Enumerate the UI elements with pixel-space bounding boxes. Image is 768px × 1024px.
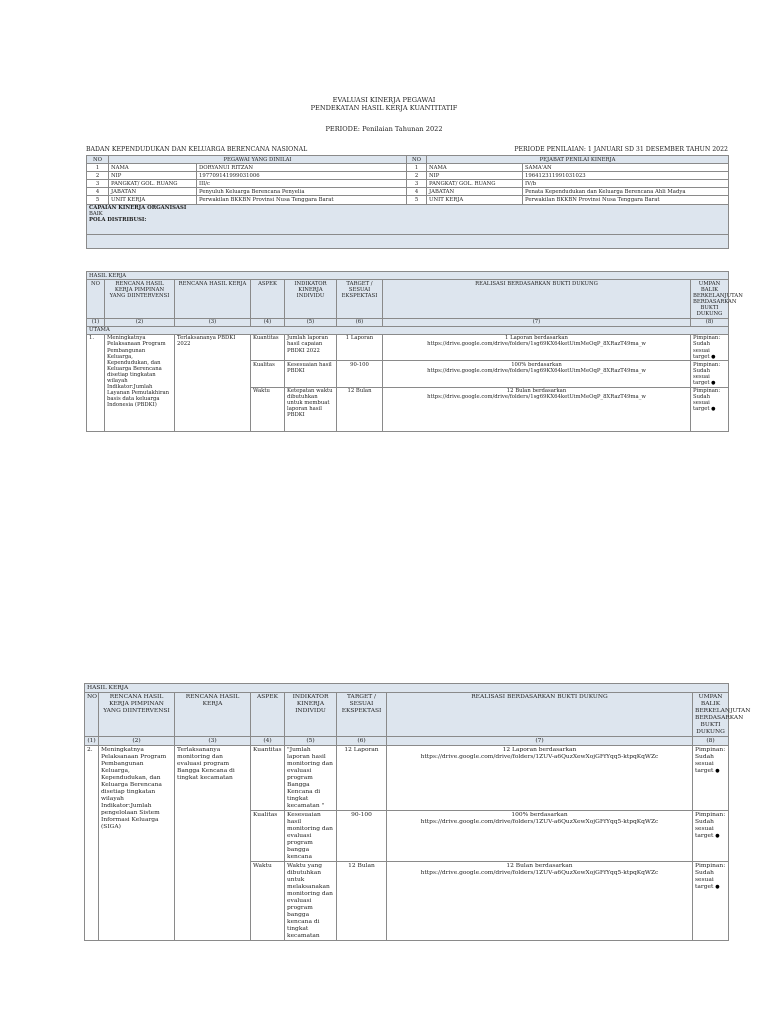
pegawai-nip: 197709141999031006: [197, 172, 407, 180]
target: 1 Laporan: [337, 334, 383, 360]
pejabat-jabatan: Penata Kependudukan dan Keluarga Berencana Ahli Madya: [523, 188, 729, 196]
bukti-link[interactable]: https://drive.google.com/drive/folders/1sg69KX64ketUimMeOqP_8XRazT49ma_w: [427, 341, 646, 348]
col-number: (4): [251, 318, 285, 326]
umpan-balik-text: Pimpinan: Sudah sesuai target: [693, 388, 721, 413]
pejabat-golongan: IV/b: [523, 180, 729, 188]
col-header: INDIKATOR KINERJA INDIVIDU: [285, 280, 337, 319]
target: 12 Bulan: [337, 862, 387, 941]
title-line2: PENDEKATAN HASIL KERJA KUANTITATIF: [310, 104, 458, 113]
col-header: REALISASI BERDASARKAN BUKTI DUKUNG: [383, 280, 691, 319]
col-number: (7): [383, 318, 691, 326]
info-label: NAMA: [109, 164, 197, 172]
capaian-value: BAIK: [89, 211, 103, 218]
pegawai-header: PEGAWAI YANG DINILAI: [109, 156, 407, 164]
pegawai-golongan: III/c: [197, 180, 407, 188]
col-header: REALISASI BERDASARKAN BUKTI DUKUNG: [387, 693, 693, 737]
aspek: Kuantitas: [251, 334, 285, 360]
col-header: NO: [85, 693, 99, 737]
umpan-balik: [693, 811, 729, 862]
pejabat-nip: 196412311991031023: [523, 172, 729, 180]
indikator: Kesesuaian hasil PBDKI: [285, 361, 337, 387]
col-header: ASPEK: [251, 693, 285, 737]
info-label: PANGKAT/ GOL. RUANG: [109, 180, 197, 188]
bullet-icon: ●: [715, 767, 720, 774]
item-no: 2.: [85, 746, 99, 941]
capaian-label: CAPAIAN KINERJA ORGANISASI: [89, 205, 187, 212]
bukti-link[interactable]: https://drive.google.com/drive/folders/1ZUV-a6QuzXewXojGFfYqq5-ktpqKqWZc: [420, 818, 659, 825]
indikator: Waktu yang dibutuhkan untuk melaksanakan monitoring dan evaluasi program bangga kencana di tingkat kecamatan: [285, 862, 337, 941]
bullet-icon: ●: [711, 406, 716, 413]
info-row: [87, 172, 729, 180]
umpan-balik-text: Pimpinan: Sudah sesuai target: [695, 746, 726, 774]
realisasi: [387, 862, 693, 941]
col-number: (3): [175, 737, 251, 746]
info-label: UNIT KERJA: [109, 196, 197, 204]
bukti-link[interactable]: https://drive.google.com/drive/folders/1ZUV-a6QuzXewXojGFfYqq5-ktpqKqWZc: [420, 753, 659, 760]
item-no: 1.: [87, 334, 105, 431]
col-header: RENCANA HASIL KERJA: [175, 280, 251, 319]
col-header: INDIKATOR KINERJA INDIVIDU: [285, 693, 337, 737]
col-header: NO: [87, 280, 105, 319]
rencana-pimpinan: Meningkatnya Pelaksanaan Program Pembangunan Keluarga, Kependudukan, dan Keluarga Berencana disetiap tingkatan wilayah Indikator:Jumlah pengelolaan Sistem Informasi Keluarga (SIGA): [99, 746, 175, 941]
pejabat-unit: Perwakilan BKKBN Provinsi Nusa Tenggara Barat: [523, 196, 729, 204]
umpan-balik: [693, 746, 729, 811]
pola-distribusi-value: [87, 234, 729, 248]
info-no: 3: [87, 180, 109, 188]
aspek: Kuantitas: [251, 746, 285, 811]
col-number: (2): [99, 737, 175, 746]
realisasi: [383, 334, 691, 360]
info-no-header: NO: [87, 156, 109, 164]
info-no: 2: [407, 172, 427, 180]
hasil-kerja-title: HASIL KERJA: [87, 272, 729, 280]
umpan-balik: [693, 862, 729, 941]
realisasi: [383, 361, 691, 387]
info-row: [87, 196, 729, 204]
info-label: NIP: [109, 172, 197, 180]
info-no: 4: [87, 188, 109, 196]
info-no: 5: [407, 196, 427, 204]
info-no: 1: [407, 164, 427, 172]
info-row: [87, 164, 729, 172]
info-label: NIP: [427, 172, 523, 180]
col-header: RENCANA HASIL KERJA PIMPINAN YANG DIINTERVENSI: [99, 693, 175, 737]
agency-name: BADAN KEPENDUDUKAN DAN KELUARGA BERENCANA NASIONAL: [86, 146, 308, 153]
info-no: 2: [87, 172, 109, 180]
col-header: UMPAN BALIK BERKELANJUTAN BERDASARKAN BUKTI DUKUNG: [691, 280, 729, 319]
realisasi-text: 1 Laporan berdasarkan: [505, 335, 568, 342]
table-row: [87, 334, 729, 360]
col-number: (1): [85, 737, 99, 746]
target: 12 Laporan: [337, 746, 387, 811]
realisasi: [383, 387, 691, 431]
pejabat-header: PEJABAT PENILAI KINERJA: [427, 156, 729, 164]
info-no: 5: [87, 196, 109, 204]
aspek: Waktu: [251, 387, 285, 431]
col-number: (5): [285, 318, 337, 326]
pola-distribusi-label: POLA DISTRIBUSI:: [89, 217, 147, 224]
bukti-link[interactable]: https://drive.google.com/drive/folders/1ZUV-a6QuzXewXojGFfYqq5-ktpqKqWZc: [420, 869, 659, 876]
col-number: (6): [337, 318, 383, 326]
rencana-pimpinan: Meningkatnya Pelaksanaan Program Pembangunan Keluarga, Kependudukan, dan Keluarga Berencana disetiap tingkatan wilayah Indikator:Jumlah Layanan Pemutakhiran basis data keluarga Indonesia (PBDKI): [105, 334, 175, 431]
realisasi-text: 12 Laporan berdasarkan: [502, 746, 577, 753]
info-no-header-2: NO: [407, 156, 427, 164]
col-number: (8): [693, 737, 729, 746]
info-label: JABATAN: [109, 188, 197, 196]
pegawai-unit: Perwakilan BKKBN Provinsi Nusa Tenggara Barat: [197, 196, 407, 204]
info-row: [87, 188, 729, 196]
realisasi-text: 100% berdasarkan: [511, 811, 568, 818]
hasil-kerja-title: HASIL KERJA: [85, 684, 729, 693]
info-no: 1: [87, 164, 109, 172]
doc-title: [0, 96, 768, 112]
info-label: JABATAN: [427, 188, 523, 196]
hasil-kerja-table-2: [84, 683, 751, 941]
indikator: Ketepatan waktu dibutuhkan untuk membuat laporan hasil PBDKI: [285, 387, 337, 431]
realisasi-text: 12 Bulan berdasarkan: [506, 862, 573, 869]
pegawai-name: DORYANUI RITZAN: [197, 164, 407, 172]
umpan-balik-text: Pimpinan: Sudah sesuai target: [695, 811, 726, 839]
col-number: (5): [285, 737, 337, 746]
rencana-hasil: Terlaksananya PBDKI 2022: [175, 334, 251, 431]
col-number: (7): [387, 737, 693, 746]
periode-title: PERIODE: Penilaian Tahunan 2022: [325, 125, 443, 133]
info-label: UNIT KERJA: [427, 196, 523, 204]
realisasi: [387, 811, 693, 862]
info-label: PANGKAT/ GOL. RUANG: [427, 180, 523, 188]
col-header: ASPEK: [251, 280, 285, 319]
target: 90-100: [337, 811, 387, 862]
col-number: (3): [175, 318, 251, 326]
info-row: [87, 180, 729, 188]
period-range: PERIODE PENILAIAN: 1 JANUARI SD 31 DESEMBER TAHUN 2022: [514, 146, 728, 153]
col-number: (1): [87, 318, 105, 326]
target: 12 Bulan: [337, 387, 383, 431]
hasil-kerja-table-1: [86, 271, 743, 432]
col-number: (6): [337, 737, 387, 746]
aspek: Waktu: [251, 862, 285, 941]
umpan-balik: [691, 387, 729, 431]
bullet-icon: ●: [711, 353, 716, 360]
col-number: (8): [691, 318, 729, 326]
capaian-block: [87, 204, 729, 234]
rencana-hasil: Terlaksananya monitoring dan evaluasi program Bangga Kencana di tingkat kecamatan: [175, 746, 251, 941]
pejabat-name: SAMA'AN: [523, 164, 729, 172]
bukti-link[interactable]: https://drive.google.com/drive/folders/1sg69KX64ketUimMeOqP_8XRazT49ma_w: [427, 394, 646, 401]
col-number: (2): [105, 318, 175, 326]
bukti-link[interactable]: https://drive.google.com/drive/folders/1sg69KX64ketUimMeOqP_8XRazT49ma_w: [427, 367, 646, 374]
realisasi-text: 100% berdasarkan: [511, 361, 562, 368]
aspek: Kualitas: [251, 811, 285, 862]
title-line1: EVALUASI KINERJA PEGAWAI: [332, 96, 436, 104]
realisasi-text: 12 Bulan berdasarkan: [506, 388, 567, 395]
realisasi: [387, 746, 693, 811]
info-table: [86, 155, 729, 249]
info-no: 4: [407, 188, 427, 196]
table-row: [85, 746, 729, 811]
col-header: UMPAN BALIK BERKELANJUTAN BERDASARKAN BUKTI DUKUNG: [693, 693, 729, 737]
indikator: "Jumlah laporan hasil monitoring dan evaluasi program Bangga Kencana di tingkat kecamatan ": [285, 746, 337, 811]
info-label: NAMA: [427, 164, 523, 172]
col-number: (4): [251, 737, 285, 746]
indikator: Kesesuaian hasil monitoring dan evaluasi program bangga kencana: [285, 811, 337, 862]
target: 90-100: [337, 361, 383, 387]
col-header: RENCANA HASIL KERJA: [175, 693, 251, 737]
umpan-balik-text: Pimpinan: Sudah sesuai target: [693, 335, 721, 360]
utama-label: UTAMA: [87, 326, 729, 334]
col-header: TARGET / SESUAI EKSPEKTASI: [337, 693, 387, 737]
indikator: Jumlah laporan hasil capaian PBDKI 2022: [285, 334, 337, 360]
bullet-icon: ●: [715, 832, 720, 839]
umpan-balik-text: Pimpinan: Sudah sesuai target: [695, 862, 726, 890]
pegawai-jabatan: Penyuluh Keluarga Berencana Penyelia: [197, 188, 407, 196]
aspek: Kualitas: [251, 361, 285, 387]
bullet-icon: ●: [711, 380, 716, 386]
col-header: TARGET / SESUAI EKSPEKTASI: [337, 280, 383, 319]
col-header: RENCANA HASIL KERJA PIMPINAN YANG DIINTERVENSI: [105, 280, 175, 319]
bullet-icon: ●: [715, 883, 720, 890]
info-no: 3: [407, 180, 427, 188]
umpan-balik: [691, 361, 729, 387]
umpan-balik: [691, 334, 729, 360]
umpan-balik-text: Pimpinan: Sudah sesuai target: [693, 361, 721, 386]
